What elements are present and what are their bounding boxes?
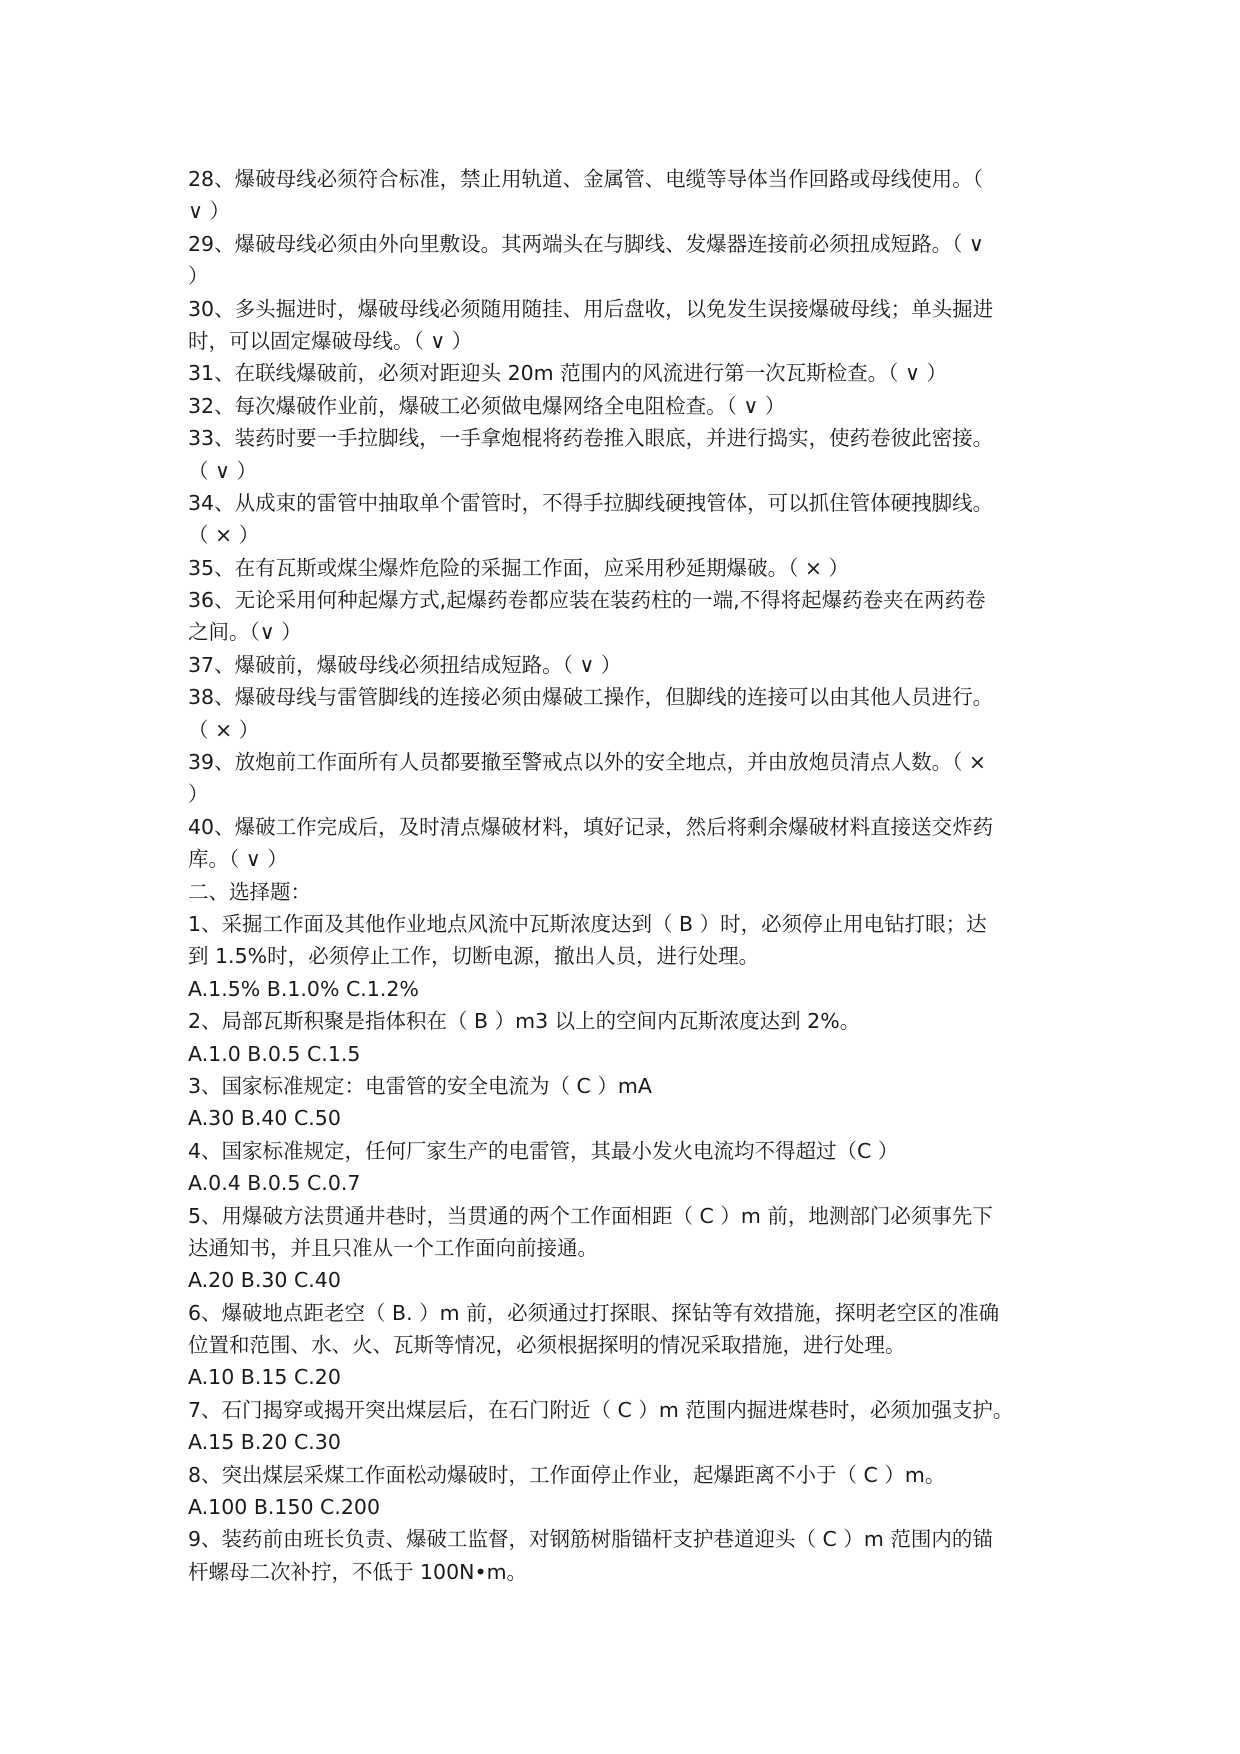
text-line: 28、爆破母线必须符合标准，禁止用轨道、金属管、电缆等导体当作回路或母线使用。（ [188, 167, 983, 191]
text-line: 30、多头掘进时，爆破母线必须随用随挂、用后盘收，以免发生误接爆破母线；单头掘进 [188, 296, 994, 321]
options-line: A.1.0 B.0.5 C.1.5 [188, 1041, 361, 1066]
text-line: （ × ） [188, 523, 260, 548]
text-line: 31、在联线爆破前，必须对距迎头 20m 范围内的风流进行第一次瓦斯检查。（ ∨ ） [188, 361, 947, 386]
text-line: 6、爆破地点距老空（ B. ）m 前，必须通过打探眼、探钻等有效措施，探明老空区的准确 [188, 1300, 1000, 1325]
text-line: （ × ） [188, 717, 260, 742]
text-line: 29、爆破母线必须由外向里敷设。其两端头在与脚线、发爆器连接前必须扭成短路。（ ∨ [188, 231, 984, 256]
text-line: 库。（ ∨ ） [188, 847, 288, 872]
options-line: A.30 B.40 C.50 [188, 1106, 341, 1131]
text-line: 7、石门揭穿或揭开突出煤层后，在石门附近（ C ）m 范围内掘进煤巷时，必须加强支护。 [188, 1397, 1014, 1422]
text-line: 达通知书，并且只准从一个工作面向前接通。 [188, 1235, 598, 1260]
text-line: （ ∨ ） [188, 458, 258, 483]
text-line: 35、在有瓦斯或煤尘爆炸危险的采掘工作面，应采用秒延期爆破。（ × ） [188, 555, 850, 580]
text-line: 4、国家标准规定，任何厂家生产的电雷管，其最小发火电流均不得超过（C ） [188, 1138, 899, 1163]
text-line: 8、突出煤层采煤工作面松动爆破时，工作面停止作业，起爆距离不小于（ C ）m。 [188, 1462, 946, 1487]
text-line: 5、用爆破方法贯通井巷时，当贯通的两个工作面相距（ C ）m 前，地测部门必须事先下 [188, 1203, 993, 1228]
text-line: 33、装药时要一手拉脚线，一手拿炮棍将药卷推入眼底，并进行捣实，使药卷彼此密接。 [188, 426, 994, 451]
text-line: 到 1.5%时，必须停止工作，切断电源，撤出人员，进行处理。 [188, 944, 760, 969]
text-line: 37、爆破前，爆破母线必须扭结成短路。（ ∨ ） [188, 652, 622, 677]
text-line: ） [188, 782, 209, 807]
options-line: A.1.5% B.1.0% C.1.2% [188, 976, 419, 1001]
text-line: 38、爆破母线与雷管脚线的连接必须由爆破工操作，但脚线的连接可以由其他人员进行。 [188, 685, 994, 710]
text-line: 9、装药前由班长负责、爆破工监督，对钢筋树脂锚杆支护巷道迎头（ C ）m 范围内的锚 [188, 1527, 993, 1552]
text-line: 时，可以固定爆破母线。（ ∨ ） [188, 328, 473, 353]
text-line: ） [188, 264, 209, 289]
text-line: 2、局部瓦斯积聚是指体积在（ B ）m3 以上的空间内瓦斯浓度达到 2%。 [188, 1009, 861, 1034]
text-line: 位置和范围、水、火、瓦斯等情况，必须根据探明的情况采取措施，进行处理。 [188, 1333, 906, 1358]
options-line: A.20 B.30 C.40 [188, 1268, 341, 1293]
text-line: 32、每次爆破作业前，爆破工必须做电爆网络全电阻检查。（ ∨ ） [188, 393, 786, 418]
options-line: A.10 B.15 C.20 [188, 1365, 341, 1390]
text-line: 杆螺母二次补拧，不低于 100N•m。 [188, 1559, 528, 1584]
text-line: 36、无论采用何种起爆方式,起爆药卷都应装在装药柱的一端,不得将起爆药卷夹在两药卷 [188, 588, 986, 613]
options-line: A.0.4 B.0.5 C.0.7 [188, 1171, 361, 1196]
options-line: A.15 B.20 C.30 [188, 1430, 341, 1455]
text-line: 34、从成束的雷管中抽取单个雷管时，不得手拉脚线硬拽管体，可以抓住管体硬拽脚线。 [188, 490, 994, 515]
text-line: 之间。（∨ ） [188, 620, 302, 645]
options-line: A.100 B.150 C.200 [188, 1495, 381, 1520]
document-page [188, 163, 1058, 1588]
text-line: 39、放炮前工作面所有人员都要撤至警戒点以外的安全地点，并由放炮员清点人数。（ × [188, 750, 987, 775]
text-line: 3、国家标准规定：电雷管的安全电流为（ C ）mA [188, 1073, 652, 1098]
text-line: ∨ ） [188, 199, 231, 224]
section-heading: 二、选择题： [188, 879, 311, 904]
text-line: 40、爆破工作完成后，及时清点爆破材料，填好记录，然后将剩余爆破材料直接送交炸药 [188, 814, 994, 839]
text-line: 1、采掘工作面及其他作业地点风流中瓦斯浓度达到（ B ）时，必须停止用电钻打眼；达 [188, 911, 987, 936]
